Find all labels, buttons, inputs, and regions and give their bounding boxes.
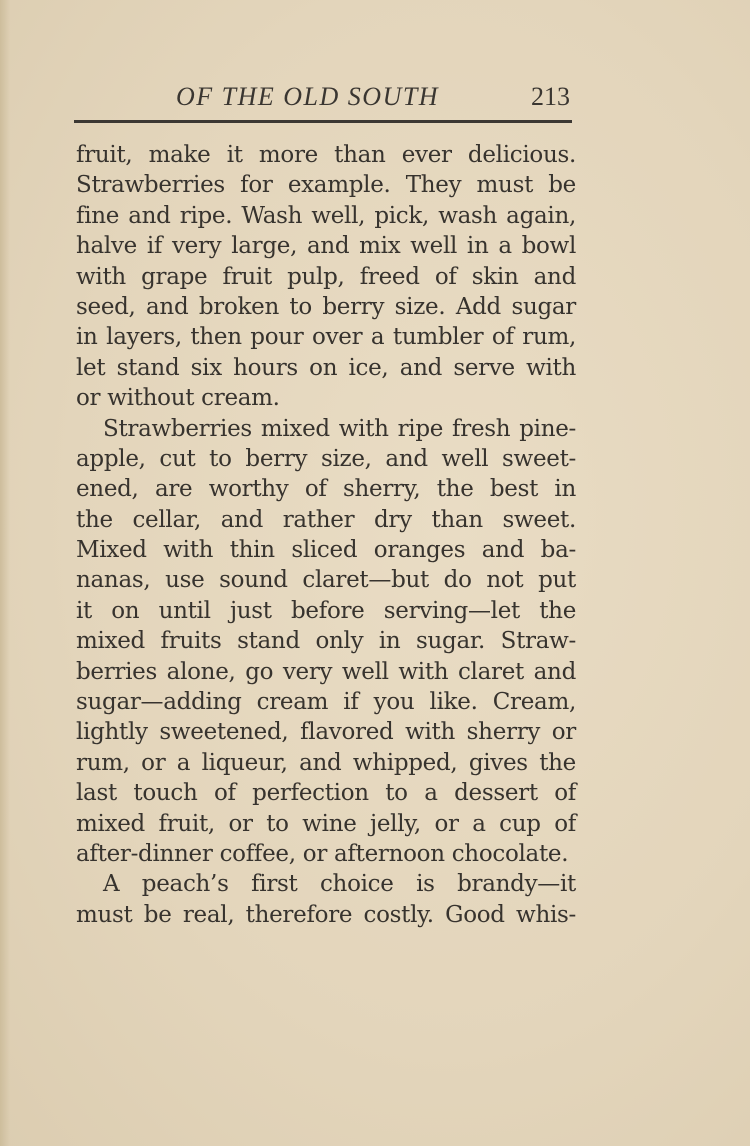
- text-line: in layers, then pour over a tumbler of rum,: [76, 324, 576, 351]
- text-line: mixed fruits stand only in sugar. Straw-: [76, 628, 576, 655]
- text-line: fine and ripe. Wash well, pick, wash again,: [76, 202, 576, 229]
- text-line: lightly sweetened, flavored with sherry or: [76, 719, 576, 746]
- text-line: fruit, make it more than ever delicious.: [76, 142, 576, 168]
- header-rule: [74, 120, 572, 123]
- running-title: OF THE OLD SOUTH: [176, 82, 440, 111]
- body-text: [76, 140, 576, 930]
- page-header: [76, 82, 572, 118]
- text-line: nanas, use sound claret—but do not put: [76, 567, 576, 594]
- page-edge-shadow: [0, 0, 10, 1146]
- text-line: apple, cut to berry size, and well sweet-: [76, 445, 576, 472]
- text-line: mixed fruit, or to wine jelly, or a cup of: [76, 810, 576, 837]
- text-line: the cellar, and rather dry than sweet.: [76, 506, 576, 533]
- text-line: last touch of perfection to a dessert of: [76, 780, 576, 807]
- text-line: Mixed with thin sliced oranges and ba-: [76, 537, 576, 564]
- text-line: seed, and broken to berry size. Add sugar: [76, 293, 576, 320]
- text-line: Strawberries mixed with ripe fresh pine-: [103, 415, 576, 442]
- text-line: it on until just before serving—let the: [76, 597, 576, 624]
- text-line: A peach’s first choice is brandy—it: [103, 871, 576, 898]
- text-line: rum, or a liqueur, and whipped, gives the: [76, 749, 576, 776]
- text-line: or without cream.: [76, 385, 280, 412]
- text-line: sugar—adding cream if you like. Cream,: [76, 689, 576, 716]
- text-line: with grape fruit pulp, freed of skin and: [76, 263, 576, 290]
- text-line: ened, are worthy of sherry, the best in: [76, 476, 576, 503]
- text-line: halve if very large, and mix well in a bowl: [76, 233, 576, 260]
- page-number: 213: [531, 82, 570, 111]
- text-line: let stand six hours on ice, and serve with: [76, 354, 576, 381]
- text-line: Strawberries for example. They must be: [76, 172, 576, 199]
- text-line: must be real, therefore costly. Good whis-: [76, 901, 576, 928]
- text-line: after-dinner coffee, or afternoon chocolate.: [76, 840, 569, 867]
- text-line: berries alone, go very well with claret and: [76, 658, 576, 685]
